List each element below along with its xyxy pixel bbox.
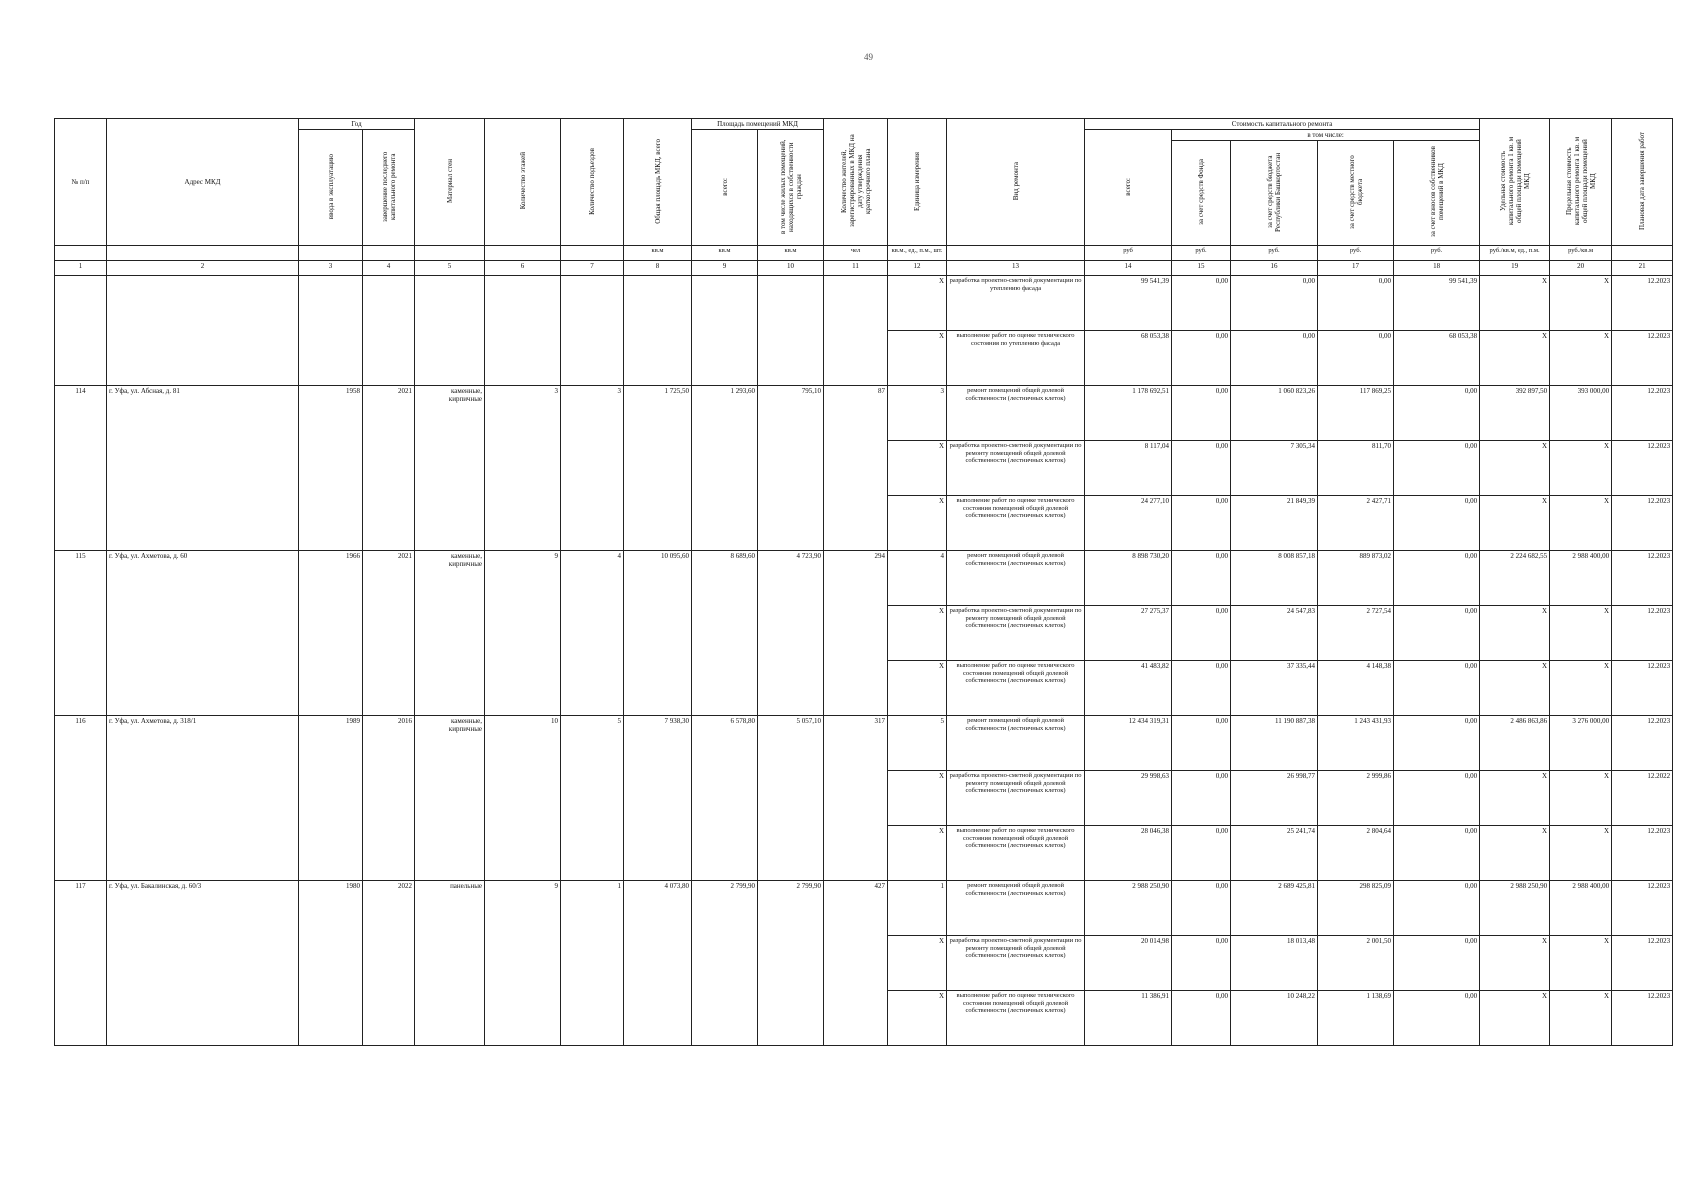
cost-fund-cell: 0,00 xyxy=(1172,276,1231,331)
column-number-cell: 6 xyxy=(485,261,561,276)
header-premises-total: всего: xyxy=(692,130,758,246)
entrances-cell: 3 xyxy=(561,386,624,551)
work-unit-cell: X xyxy=(888,771,947,826)
unit-cost-cell: X xyxy=(1480,276,1550,331)
work-type-cell: разработка проектно-сметной документации по ремонту помещений общей долевой собственности (лестничных клеток) xyxy=(947,936,1085,991)
table-header xyxy=(55,119,1673,276)
cost-owners-cell: 0,00 xyxy=(1394,936,1480,991)
max-cost-cell: X xyxy=(1550,276,1612,331)
work-type-cell: выполнение работ по оценке технического состояния по утеплению фасада xyxy=(947,331,1085,386)
cost-local-cell: 0,00 xyxy=(1318,331,1394,386)
units-row xyxy=(55,246,1673,261)
cost-republic-cell: 25 241,74 xyxy=(1231,826,1318,881)
cost-republic-cell: 24 547,83 xyxy=(1231,606,1318,661)
unit-cell xyxy=(415,246,485,261)
header-plan-date: Плановая дата завершения работ xyxy=(1612,119,1673,246)
cost-fund-cell: 0,00 xyxy=(1172,881,1231,936)
unit-cell xyxy=(947,246,1085,261)
cost-local-cell: 298 825,09 xyxy=(1318,881,1394,936)
empty-cell xyxy=(55,276,107,386)
table-row xyxy=(55,551,1673,606)
cost-total-cell: 24 277,10 xyxy=(1085,496,1172,551)
cost-owners-cell: 0,00 xyxy=(1394,441,1480,496)
cost-total-cell: 11 386,91 xyxy=(1085,991,1172,1046)
table-row xyxy=(55,276,1673,331)
work-unit-cell: X xyxy=(888,991,947,1046)
column-number-row xyxy=(55,261,1673,276)
unit-cost-cell: 2 988 250,90 xyxy=(1480,881,1550,936)
column-number-cell: 4 xyxy=(363,261,415,276)
table-row xyxy=(55,386,1673,441)
work-unit-cell: 4 xyxy=(888,551,947,606)
unit-cost-cell: X xyxy=(1480,441,1550,496)
cost-local-cell: 2 804,64 xyxy=(1318,826,1394,881)
entrances-cell: 5 xyxy=(561,716,624,881)
empty-cell xyxy=(299,276,363,386)
column-number-cell: 3 xyxy=(299,261,363,276)
year-last-repair-cell: 2021 xyxy=(363,551,415,716)
header-total-area: Общая площадь МКД, всего xyxy=(624,119,692,246)
header-incl-group: в том числе: xyxy=(1172,130,1480,141)
plan-date-cell: 12.2022 xyxy=(1612,771,1673,826)
cost-fund-cell: 0,00 xyxy=(1172,606,1231,661)
work-type-cell: разработка проектно-сметной документации по утеплению фасада xyxy=(947,276,1085,331)
work-unit-cell: 1 xyxy=(888,881,947,936)
column-number-cell: 10 xyxy=(758,261,824,276)
header-year-group: Год xyxy=(299,119,415,130)
cost-owners-cell: 0,00 xyxy=(1394,386,1480,441)
unit-cell xyxy=(1612,246,1673,261)
max-cost-cell: 393 000,00 xyxy=(1550,386,1612,441)
max-cost-cell: X xyxy=(1550,496,1612,551)
empty-cell xyxy=(363,276,415,386)
max-cost-cell: 3 276 000,00 xyxy=(1550,716,1612,771)
cost-republic-cell: 11 190 887,38 xyxy=(1231,716,1318,771)
cost-owners-cell: 0,00 xyxy=(1394,551,1480,606)
work-unit-cell: X xyxy=(888,936,947,991)
max-cost-cell: X xyxy=(1550,771,1612,826)
total-area-cell: 1 725,50 xyxy=(624,386,692,551)
cost-local-cell: 2 001,50 xyxy=(1318,936,1394,991)
cost-fund-cell: 0,00 xyxy=(1172,991,1231,1046)
plan-date-cell: 12.2023 xyxy=(1612,716,1673,771)
cost-republic-cell: 0,00 xyxy=(1231,331,1318,386)
unit-cost-cell: X xyxy=(1480,991,1550,1046)
header-cost-local: за счет средств местного бюджета xyxy=(1318,141,1394,246)
address-cell: г. Уфа, ул. Ахметова, д. 60 xyxy=(107,551,299,716)
empty-cell xyxy=(485,276,561,386)
wall-material-cell: каменные, кирпичные xyxy=(415,551,485,716)
work-type-cell: разработка проектно-сметной документации по ремонту помещений общей долевой собственности (лестничных клеток) xyxy=(947,441,1085,496)
work-unit-cell: X xyxy=(888,826,947,881)
cost-local-cell: 4 148,38 xyxy=(1318,661,1394,716)
cost-local-cell: 1 243 431,93 xyxy=(1318,716,1394,771)
year-commission-cell: 1980 xyxy=(299,881,363,1046)
cost-fund-cell: 0,00 xyxy=(1172,496,1231,551)
work-type-cell: выполнение работ по оценке технического состояния помещений общей долевой собственности (лестничных клеток) xyxy=(947,661,1085,716)
cost-total-cell: 8 898 730,20 xyxy=(1085,551,1172,606)
floors-cell: 10 xyxy=(485,716,561,881)
column-number-cell: 16 xyxy=(1231,261,1318,276)
max-cost-cell: X xyxy=(1550,441,1612,496)
unit-cell: руб. xyxy=(1318,246,1394,261)
unit-cell xyxy=(55,246,107,261)
header-floors: Количество этажей xyxy=(485,119,561,246)
total-area-cell: 4 073,80 xyxy=(624,881,692,1046)
cost-owners-cell: 0,00 xyxy=(1394,606,1480,661)
max-cost-cell: 2 988 400,00 xyxy=(1550,881,1612,936)
npp-cell: 114 xyxy=(55,386,107,551)
unit-cell xyxy=(561,246,624,261)
work-type-cell: разработка проектно-сметной документации по ремонту помещений общей долевой собственности (лестничных клеток) xyxy=(947,606,1085,661)
cost-local-cell: 2 727,54 xyxy=(1318,606,1394,661)
empty-cell xyxy=(824,276,888,386)
unit-cost-cell: X xyxy=(1480,771,1550,826)
unit-cell: кв.м., ед., п.м., шт. xyxy=(888,246,947,261)
plan-date-cell: 12.2023 xyxy=(1612,881,1673,936)
plan-date-cell: 12.2023 xyxy=(1612,551,1673,606)
column-number-cell: 13 xyxy=(947,261,1085,276)
header-cost-owners: за счет взносов собственников помещений в МКД xyxy=(1394,141,1480,246)
work-type-cell: ремонт помещений общей долевой собственности (лестничных клеток) xyxy=(947,881,1085,936)
unit-cell: кв.м xyxy=(624,246,692,261)
unit-cell: кв.м xyxy=(758,246,824,261)
header-wall-material: Материал стен xyxy=(415,119,485,246)
year-commission-cell: 1989 xyxy=(299,716,363,881)
header-cost-republic: за счет средств бюджета Республики Башкортостан xyxy=(1231,141,1318,246)
header-year-commission: ввода в эксплуатацию xyxy=(299,130,363,246)
unit-cost-cell: X xyxy=(1480,936,1550,991)
cost-republic-cell: 2 689 425,81 xyxy=(1231,881,1318,936)
work-type-cell: выполнение работ по оценке технического состояния помещений общей долевой собственности (лестничных клеток) xyxy=(947,826,1085,881)
work-unit-cell: X xyxy=(888,496,947,551)
cost-total-cell: 12 434 319,31 xyxy=(1085,716,1172,771)
empty-cell xyxy=(415,276,485,386)
empty-cell xyxy=(561,276,624,386)
premises-total-cell: 1 293,60 xyxy=(692,386,758,551)
header-premises-group: Площадь помещений МКД xyxy=(692,119,824,130)
residents-cell: 294 xyxy=(824,551,888,716)
work-type-cell: ремонт помещений общей долевой собственности (лестничных клеток) xyxy=(947,386,1085,441)
cost-owners-cell: 0,00 xyxy=(1394,991,1480,1046)
unit-cost-cell: X xyxy=(1480,826,1550,881)
address-cell: г. Уфа, ул. Абсная, д. 81 xyxy=(107,386,299,551)
cost-total-cell: 2 988 250,90 xyxy=(1085,881,1172,936)
plan-date-cell: 12.2023 xyxy=(1612,661,1673,716)
unit-cell: руб xyxy=(1085,246,1172,261)
cost-republic-cell: 1 060 823,26 xyxy=(1231,386,1318,441)
cost-total-cell: 8 117,04 xyxy=(1085,441,1172,496)
cost-republic-cell: 18 013,48 xyxy=(1231,936,1318,991)
max-cost-cell: X xyxy=(1550,331,1612,386)
premises-contrib-cell: 2 799,90 xyxy=(758,881,824,1046)
unit-cell: руб./кв.м, ед., п.м. xyxy=(1480,246,1550,261)
cost-fund-cell: 0,00 xyxy=(1172,441,1231,496)
max-cost-cell: X xyxy=(1550,991,1612,1046)
cost-total-cell: 20 014,98 xyxy=(1085,936,1172,991)
year-commission-cell: 1966 xyxy=(299,551,363,716)
max-cost-cell: X xyxy=(1550,936,1612,991)
plan-date-cell: 12.2023 xyxy=(1612,606,1673,661)
work-type-cell: ремонт помещений общей долевой собственности (лестничных клеток) xyxy=(947,716,1085,771)
cost-owners-cell: 0,00 xyxy=(1394,661,1480,716)
unit-cost-cell: 2 224 682,55 xyxy=(1480,551,1550,606)
unit-cost-cell: X xyxy=(1480,606,1550,661)
cost-local-cell: 117 869,25 xyxy=(1318,386,1394,441)
column-number-cell: 20 xyxy=(1550,261,1612,276)
column-number-cell: 19 xyxy=(1480,261,1550,276)
cost-owners-cell: 0,00 xyxy=(1394,496,1480,551)
cost-local-cell: 1 138,69 xyxy=(1318,991,1394,1046)
premises-contrib-cell: 4 723,90 xyxy=(758,551,824,716)
year-last-repair-cell: 2021 xyxy=(363,386,415,551)
cost-republic-cell: 10 248,22 xyxy=(1231,991,1318,1046)
cost-republic-cell: 8 008 857,18 xyxy=(1231,551,1318,606)
plan-date-cell: 12.2023 xyxy=(1612,496,1673,551)
max-cost-cell: X xyxy=(1550,606,1612,661)
entrances-cell: 4 xyxy=(561,551,624,716)
npp-cell: 117 xyxy=(55,881,107,1046)
max-cost-cell: X xyxy=(1550,826,1612,881)
header-repair-type: Вид ремонта xyxy=(947,119,1085,246)
cost-total-cell: 68 053,38 xyxy=(1085,331,1172,386)
cost-total-cell: 28 046,38 xyxy=(1085,826,1172,881)
unit-cell xyxy=(485,246,561,261)
work-unit-cell: X xyxy=(888,606,947,661)
unit-cost-cell: 392 897,50 xyxy=(1480,386,1550,441)
cost-owners-cell: 0,00 xyxy=(1394,826,1480,881)
plan-date-cell: 12.2023 xyxy=(1612,331,1673,386)
cost-fund-cell: 0,00 xyxy=(1172,936,1231,991)
npp-cell: 115 xyxy=(55,551,107,716)
plan-date-cell: 12.2023 xyxy=(1612,991,1673,1046)
cost-owners-cell: 68 053,38 xyxy=(1394,331,1480,386)
work-type-cell: ремонт помещений общей долевой собственности (лестничных клеток) xyxy=(947,551,1085,606)
floors-cell: 9 xyxy=(485,881,561,1046)
unit-cell xyxy=(299,246,363,261)
work-unit-cell: 5 xyxy=(888,716,947,771)
cost-fund-cell: 0,00 xyxy=(1172,386,1231,441)
unit-cell: руб. xyxy=(1172,246,1231,261)
total-area-cell: 7 938,30 xyxy=(624,716,692,881)
max-cost-cell: 2 988 400,00 xyxy=(1550,551,1612,606)
unit-cell xyxy=(107,246,299,261)
header-address: Адрес МКД xyxy=(107,119,299,246)
header-premises-contrib: в том числе жилых помещений, находящихся в собственности граждан xyxy=(758,130,824,246)
repair-plan-table xyxy=(54,118,1673,1046)
address-cell: г. Уфа, ул. Бакалинская, д. 60/3 xyxy=(107,881,299,1046)
column-number-cell: 7 xyxy=(561,261,624,276)
header-cost-total: всего: xyxy=(1085,130,1172,246)
cost-fund-cell: 0,00 xyxy=(1172,716,1231,771)
column-number-cell: 11 xyxy=(824,261,888,276)
cost-owners-cell: 0,00 xyxy=(1394,881,1480,936)
work-unit-cell: X xyxy=(888,441,947,496)
work-type-cell: выполнение работ по оценке технического состояния помещений общей долевой собственности (лестничных клеток) xyxy=(947,991,1085,1046)
wall-material-cell: каменные, кирпичные xyxy=(415,716,485,881)
header-cost-fund: за счет средств Фонда xyxy=(1172,141,1231,246)
floors-cell: 9 xyxy=(485,551,561,716)
unit-cell: руб. xyxy=(1394,246,1480,261)
entrances-cell: 1 xyxy=(561,881,624,1046)
cost-fund-cell: 0,00 xyxy=(1172,826,1231,881)
header-entrances: Количество подъездов xyxy=(561,119,624,246)
address-cell: г. Уфа, ул. Ахметова, д. 318/1 xyxy=(107,716,299,881)
empty-cell xyxy=(758,276,824,386)
unit-cost-cell: 2 486 863,86 xyxy=(1480,716,1550,771)
plan-date-cell: 12.2023 xyxy=(1612,386,1673,441)
premises-total-cell: 8 689,60 xyxy=(692,551,758,716)
header-year-last-repair: завершение последнего капитального ремонта xyxy=(363,130,415,246)
plan-date-cell: 12.2023 xyxy=(1612,826,1673,881)
work-type-cell: разработка проектно-сметной документации по ремонту помещений общей долевой собственности (лестничных клеток) xyxy=(947,771,1085,826)
cost-total-cell: 99 541,39 xyxy=(1085,276,1172,331)
cost-fund-cell: 0,00 xyxy=(1172,661,1231,716)
cost-total-cell: 1 178 692,51 xyxy=(1085,386,1172,441)
cost-republic-cell: 26 998,77 xyxy=(1231,771,1318,826)
cost-republic-cell: 7 305,34 xyxy=(1231,441,1318,496)
unit-cell: чел xyxy=(824,246,888,261)
premises-total-cell: 2 799,90 xyxy=(692,881,758,1046)
header-npp: № п/п xyxy=(55,119,107,246)
page-number: 49 xyxy=(864,52,873,62)
max-cost-cell: X xyxy=(1550,661,1612,716)
npp-cell: 116 xyxy=(55,716,107,881)
work-unit-cell: X xyxy=(888,661,947,716)
cost-local-cell: 0,00 xyxy=(1318,276,1394,331)
table-row xyxy=(55,881,1673,936)
unit-cost-cell: X xyxy=(1480,661,1550,716)
empty-cell xyxy=(107,276,299,386)
unit-cell: кв.м xyxy=(692,246,758,261)
cost-fund-cell: 0,00 xyxy=(1172,331,1231,386)
plan-date-cell: 12.2023 xyxy=(1612,276,1673,331)
cost-local-cell: 811,70 xyxy=(1318,441,1394,496)
cost-fund-cell: 0,00 xyxy=(1172,551,1231,606)
plan-date-cell: 12.2023 xyxy=(1612,441,1673,496)
cost-local-cell: 2 427,71 xyxy=(1318,496,1394,551)
cost-total-cell: 29 998,63 xyxy=(1085,771,1172,826)
cost-republic-cell: 21 849,39 xyxy=(1231,496,1318,551)
premises-contrib-cell: 795,10 xyxy=(758,386,824,551)
table-row xyxy=(55,716,1673,771)
cost-republic-cell: 37 335,44 xyxy=(1231,661,1318,716)
work-unit-cell: X xyxy=(888,331,947,386)
column-number-cell: 8 xyxy=(624,261,692,276)
column-number-cell: 12 xyxy=(888,261,947,276)
unit-cell: руб. xyxy=(1231,246,1318,261)
cost-local-cell: 889 873,02 xyxy=(1318,551,1394,606)
wall-material-cell: каменные, кирпичные xyxy=(415,386,485,551)
column-number-cell: 17 xyxy=(1318,261,1394,276)
total-area-cell: 10 095,60 xyxy=(624,551,692,716)
header-unit-cost: Удельная стоимость капитального ремонта 1 кв. м общей площади помещений МКД xyxy=(1480,119,1550,246)
premises-contrib-cell: 5 057,10 xyxy=(758,716,824,881)
header-unit: Единица измерения xyxy=(888,119,947,246)
empty-cell xyxy=(692,276,758,386)
repair-plan-table-container xyxy=(54,118,1673,1046)
column-number-cell: 1 xyxy=(55,261,107,276)
residents-cell: 427 xyxy=(824,881,888,1046)
year-commission-cell: 1958 xyxy=(299,386,363,551)
work-type-cell: выполнение работ по оценке технического состояния помещений общей долевой собственности (лестничных клеток) xyxy=(947,496,1085,551)
cost-total-cell: 27 275,37 xyxy=(1085,606,1172,661)
column-number-cell: 18 xyxy=(1394,261,1480,276)
column-number-cell: 21 xyxy=(1612,261,1673,276)
header-cost-group: Стоимость капитального ремонта xyxy=(1085,119,1480,130)
unit-cost-cell: X xyxy=(1480,496,1550,551)
cost-owners-cell: 0,00 xyxy=(1394,771,1480,826)
work-unit-cell: 3 xyxy=(888,386,947,441)
residents-cell: 87 xyxy=(824,386,888,551)
header-residents: Количество жителей, зарегистрированных в МКД на дату утверждения краткосрочного плана xyxy=(824,119,888,246)
year-last-repair-cell: 2022 xyxy=(363,881,415,1046)
work-unit-cell: X xyxy=(888,276,947,331)
residents-cell: 317 xyxy=(824,716,888,881)
cost-owners-cell: 99 541,39 xyxy=(1394,276,1480,331)
column-number-cell: 15 xyxy=(1172,261,1231,276)
cost-total-cell: 41 483,82 xyxy=(1085,661,1172,716)
unit-cell: руб./кв.м xyxy=(1550,246,1612,261)
unit-cell xyxy=(363,246,415,261)
unit-cost-cell: X xyxy=(1480,331,1550,386)
column-number-cell: 9 xyxy=(692,261,758,276)
cost-fund-cell: 0,00 xyxy=(1172,771,1231,826)
cost-republic-cell: 0,00 xyxy=(1231,276,1318,331)
plan-date-cell: 12.2023 xyxy=(1612,936,1673,991)
wall-material-cell: панельные xyxy=(415,881,485,1046)
table-body xyxy=(55,276,1673,1046)
column-number-cell: 2 xyxy=(107,261,299,276)
cost-owners-cell: 0,00 xyxy=(1394,716,1480,771)
column-number-cell: 14 xyxy=(1085,261,1172,276)
cost-local-cell: 2 999,86 xyxy=(1318,771,1394,826)
floors-cell: 3 xyxy=(485,386,561,551)
year-last-repair-cell: 2016 xyxy=(363,716,415,881)
column-number-cell: 5 xyxy=(415,261,485,276)
empty-cell xyxy=(624,276,692,386)
header-max-cost: Предельная стоимость капитального ремонта 1 кв. м общей площади помещений МКД xyxy=(1550,119,1612,246)
premises-total-cell: 6 578,80 xyxy=(692,716,758,881)
